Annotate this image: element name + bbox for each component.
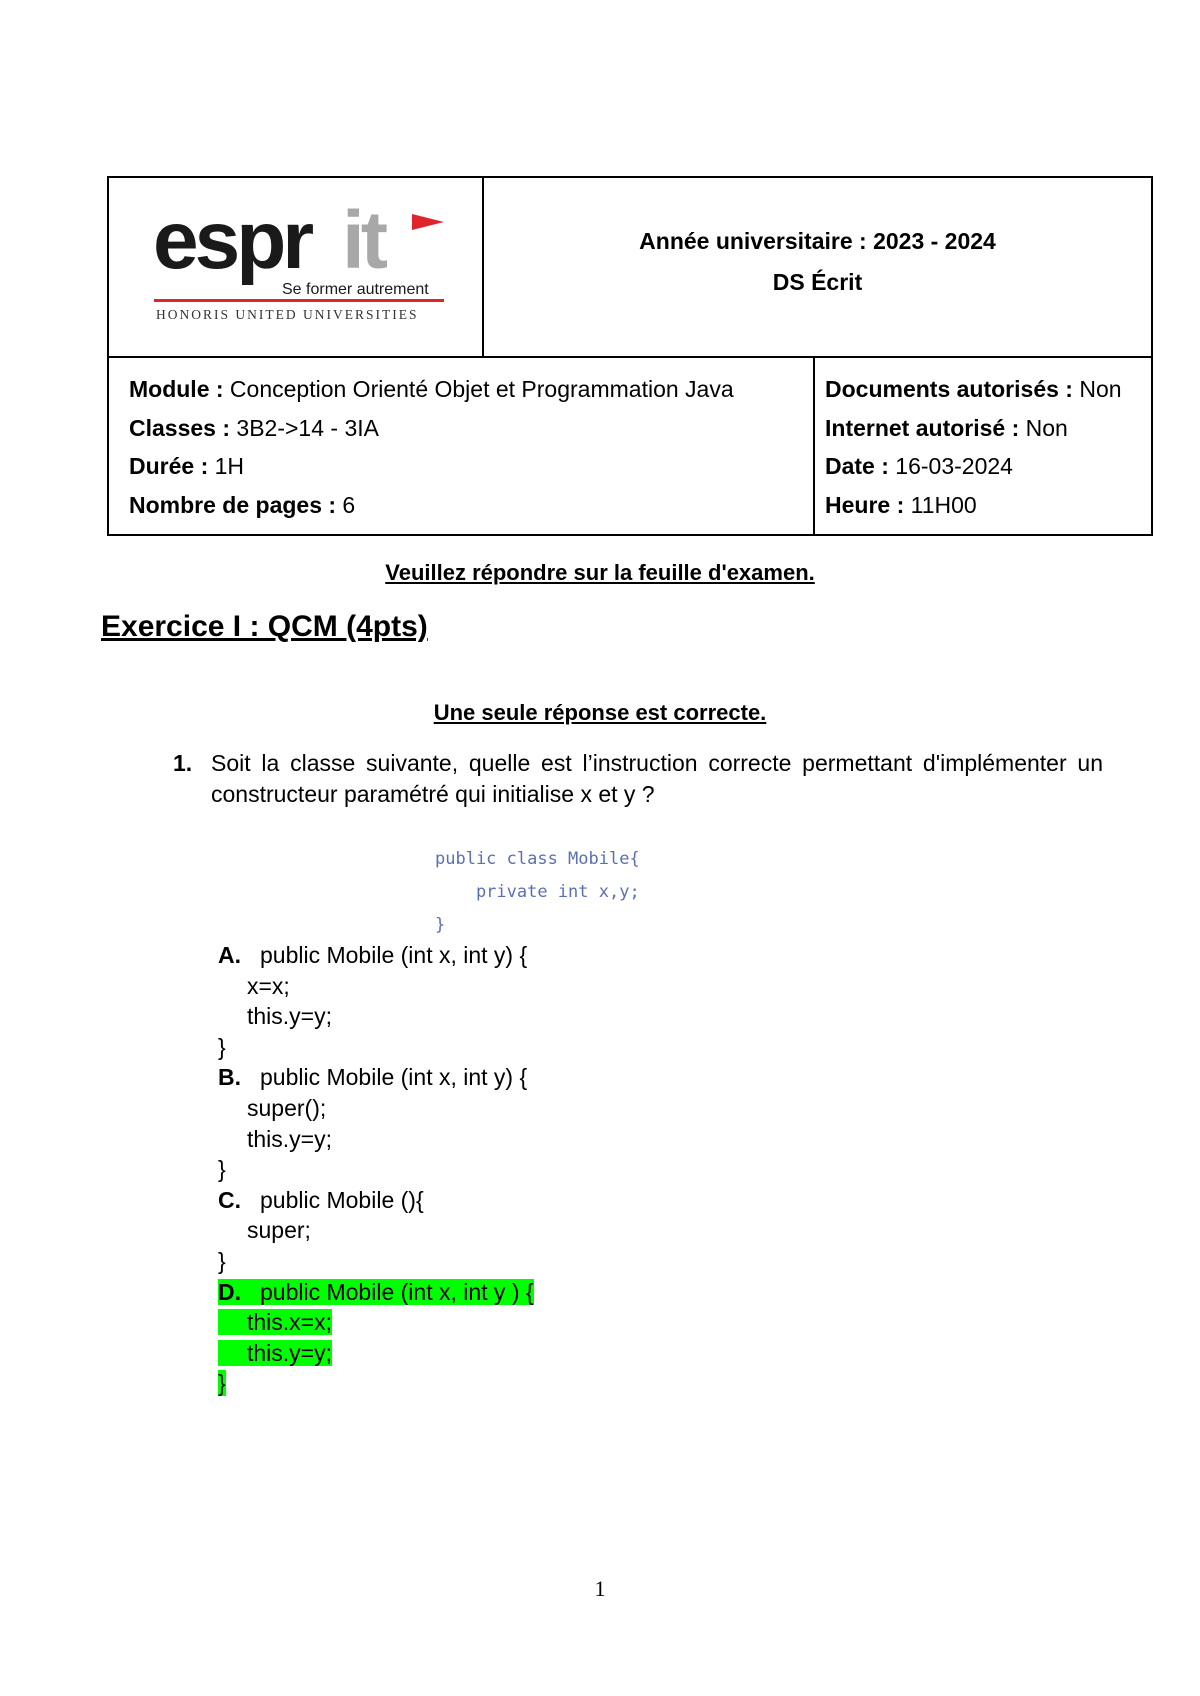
option-d-line: this.y=y; xyxy=(218,1338,534,1369)
option-c-header: C. public Mobile (){ xyxy=(218,1185,534,1216)
year-cell xyxy=(484,178,1151,358)
question-number: 1. xyxy=(173,750,193,776)
logo-flag-icon xyxy=(412,214,444,230)
option-d-line: } xyxy=(218,1370,226,1397)
logo-tagline: Se former autrement xyxy=(282,281,429,298)
option-c-line: } xyxy=(218,1247,226,1274)
option-c-line: super; xyxy=(247,1217,311,1244)
option-a-header: A. public Mobile (int x, int y) { xyxy=(218,940,534,971)
logo-cell xyxy=(109,178,484,358)
logo-group: HONORIS UNITED UNIVERSITIES xyxy=(156,307,419,322)
documents-line: Documents autorisés : Non xyxy=(825,376,1122,402)
module-info-cell xyxy=(109,358,815,534)
code-snippet-image xyxy=(435,843,640,942)
option-a-line: x=x; xyxy=(247,972,290,999)
option-b-line: super(); xyxy=(247,1094,327,1121)
answer-instruction: Veuillez répondre sur la feuille d'examen. xyxy=(385,560,815,585)
classes-line: Classes : 3B2->14 - 3IA xyxy=(129,414,379,441)
esprit-logo xyxy=(109,178,484,358)
time-line: Heure : 11H00 xyxy=(825,491,977,518)
pages-line: Nombre de pages : 6 xyxy=(129,491,356,518)
option-letter: C. xyxy=(218,1186,241,1213)
option-a-line: } xyxy=(218,1033,226,1060)
single-answer-note: Une seule réponse est correcte. xyxy=(433,700,767,725)
logo-brand-it: it xyxy=(342,195,385,286)
duration-line: Durée : 1H xyxy=(129,453,245,479)
option-letter: D. xyxy=(218,1278,241,1305)
question-1 xyxy=(173,748,1103,810)
logo-red-rule xyxy=(154,299,444,302)
code-line: } xyxy=(435,915,446,935)
answer-options xyxy=(218,940,534,1399)
option-d-line: this.x=x; xyxy=(218,1307,534,1338)
academic-year: Année universitaire : 2023 - 2024 xyxy=(639,228,996,254)
exercise-title: Exercice I : QCM (4pts) xyxy=(101,610,428,643)
page-number: 1 xyxy=(594,1576,606,1601)
option-a-line: this.y=y; xyxy=(247,1003,333,1030)
exam-type: DS Écrit xyxy=(772,269,863,295)
option-b-line: this.y=y; xyxy=(247,1125,333,1152)
option-b-header: B. public Mobile (int x, int y) { xyxy=(218,1062,534,1093)
option-d-header: D. public Mobile (int x, int y ) { xyxy=(218,1277,534,1308)
option-b-line: } xyxy=(218,1156,226,1183)
date-line: Date : 16-03-2024 xyxy=(825,453,1013,479)
code-line: private int x,y; xyxy=(435,882,640,902)
option-letter: A. xyxy=(218,942,241,968)
internet-line: Internet autorisé : Non xyxy=(825,414,1068,441)
code-line: public class Mobile{ xyxy=(435,849,640,869)
option-letter: B. xyxy=(218,1064,241,1091)
module-line: Module : Conception Orienté Objet et Programmation Java xyxy=(129,376,734,402)
rules-info-cell xyxy=(815,358,1151,534)
exam-header-table xyxy=(107,176,1153,536)
question-text: Soit la classe suivante, quelle est l’instruction correcte permettant d'implémenter un constructeur paramétré qui initialise x et y ? xyxy=(211,750,1103,807)
logo-brand-es: espr xyxy=(153,195,311,286)
